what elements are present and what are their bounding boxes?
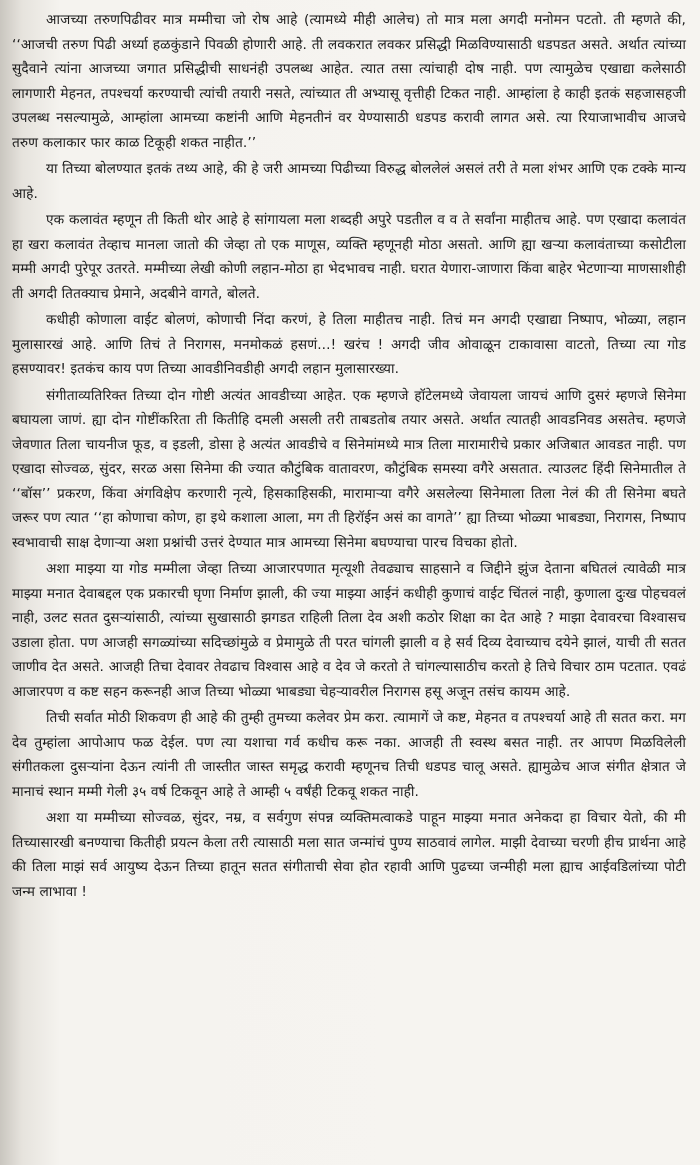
paragraph-3: एक कलावंत म्हणून ती किती थोर आहे हे सांगायला मला शब्दही अपुरे पडतील व व ते सर्वांना माहीतच आहे. पण एखादा कलावंत हा खरा कलावंत तेव्हाच मानला जातो की जेव्हा तो एक माणूस, व्यक्ति म्हणूनही मोठा असतो. आणि ह्या खऱ्या कलावंताच्या कसोटीला मम्मी अगदी पुरेपूर उतरते. मम्मीच्या लेखी कोणी लहान-मोठा हा भेदभावच नाही. घरात येणारा-जाणारा किंवा बाहेर भेटणाऱ्या माणसाशीही ती अगदी तितक्याच प्रेमाने, अदबीने वागते, बोलते.	[12, 212, 686, 302]
paragraph-1: आजच्या तरुणपिढीवर मात्र मम्मीचा जो रोष आहे (त्यामध्ये मीही आलेच) तो मात्र मला अगदी मनोमन पटतो. ती म्हणते की, ‘‘आजची तरुण पिढी अर्ध्या हळकुंडाने पिवळी होणारी आहे. ती लवकरात लवकर प्रसिद्धी मिळविण्यासाठी धडपडत असते. अर्थात त्यांच्या सुदैवाने त्यांना आजच्या जगात प्रसिद्धीची साधनंही उपलब्ध आहेत. त्यात तसा त्यांचाही दोष नाही. पण त्यामुळेच एखाद्या कलेसाठी लागणारी मेहनत, तपश्चर्या करण्याची त्यांची तयारी नसते, त्यांच्यात ती अभ्यासू वृत्तीही टिकत नाही. आम्हांला हे काही इतकं सहजासहजी उपलब्ध नसल्यामुळे, आम्हांला आमच्या कष्टांनी आणि मेहनतीनं वर येण्यासाठी धडपड करावी लागत असे. त्या रियाजाभावीच आजचे तरुण कलाकार फार काळ टिकूही शकत नाहीत.’’	[12, 12, 686, 151]
paragraph-8: अशा या मम्मीच्या सोज्वळ, सुंदर, नम्र, व सर्वगुण संपन्न व्यक्तिमत्वाकडे पाहून माझ्या मनात अनेकदा हा विचार येतो, की मी तिच्यासारखी बनण्याचा कितीही प्रयत्न केला तरी त्यासाठी मला सात जन्मांचं पुण्य साठवावं लागेल. माझी देवाच्या चरणी हीच प्रार्थना आहे की तिला माझं सर्व आयुष्य देऊन तिच्या हातून सतत संगीताची सेवा होत रहावी आणि पुढच्या जन्मीही मला ह्याच आईवडिलांच्या पोटी जन्म लाभावा !	[12, 810, 686, 900]
paragraph-2: या तिच्या बोलण्यात इतकं तथ्य आहे, की हे जरी आमच्या पिढीच्या विरुद्ध बोललेलं असलं तरी ते मला शंभर आणि एक टक्के मान्य आहे.	[12, 161, 686, 202]
paragraph-6: अशा माझ्या या गोड मम्मीला जेव्हा तिच्या आजारपणात मृत्यूशी तेवढ्याच साहसाने व जिद्दीने झुंज देताना बघितलं त्यावेळी मात्र माझ्या मनात देवाबद्दल एक प्रकारची घृणा निर्माण झाली, की ज्या माझ्या आईनं कधीही कुणाचं वाईट चिंतलं नाही, कुणाला दुःख पोहचवलं नाही, उलट सतत दुसऱ्यांसाठी, त्यांच्या सुखासाठी झगडत राहिली तिला देव अशी कठोर शिक्षा का देत आहे ? माझा देवावरचा विश्वासच उडाला होता. पण आजही सगळ्यांच्या सदिच्छांमुळे व प्रेमामुळे ती परत चांगली झाली व हे सर्व दिव्य देवाच्याच दयेने झालं, याची ती सतत जाणीव देत असते. आजही तिचा देवावर तेवढाच विश्वास आहे व देव जे करतो ते चांगल्यासाठीच करतो हे तिचे विचार ठाम पटतात. एवढं आजारपण व कष्ट सहन करूनही आज तिच्या भोळ्या भाबड्या चेहऱ्यावरील निरागस हसू अजून तसंच कायम आहे.	[12, 561, 686, 700]
paragraph-7: तिची सर्वात मोठी शिकवण ही आहे की तुम्ही तुमच्या कलेवर प्रेम करा. त्यामागें जे कष्ट, मेहनत व तपश्चर्या आहे ती सतत करा. मग देव तुम्हांला आपोआप फळ देईल. पण त्या यशाचा गर्व कधीच करू नका. आजही ती स्वस्थ बसत नाही. तर आपण मिळविलेली संगीतकला दुसऱ्यांना देऊन त्यांनी ती जास्तीत जास्त समृद्ध करावी म्हणूनच तिची धडपड चालू असते. ह्यामुळेच आज संगीत क्षेत्रात जे मानाचं स्थान मम्मी गेली ३५ वर्ष टिकवून आहे ते आम्ही ५ वर्षंही टिकवू शकत नाही.	[12, 710, 686, 800]
paragraph-4: कधीही कोणाला वाईट बोलणं, कोणाची निंदा करणं, हे तिला माहीतच नाही. तिचं मन अगदी एखाद्या निष्पाप, भोळ्या, लहान मुलासारखं आहे. आणि तिचं ते निरागस, मनमोकळं हसणं...! खरंच ! अगदी जीव ओवाळून टाकावासा वाटतो, तिच्या त्या गोड हसण्यावर! इतकंच काय पण तिच्या आवडीनिवडीही अगदी लहान मुलासारख्या.	[12, 312, 686, 377]
paragraph-5: संगीताव्यतिरिक्त तिच्या दोन गोष्टी अत्यंत आवडीच्या आहेत. एक म्हणजे हॉटेलमध्ये जेवायला जायचं आणि दुसरं म्हणजे सिनेमा बघायला जाणं. ह्या दोन गोष्टींकरिता ती कितीहि दमली असली तरी ताबडतोब तयार असते. अर्थात त्यातही आवडनिवड असतेच. म्हणजे जेवणात तिला चायनीज फूड, व इडली, डोसा हे अत्यंत आवडीचे व सिनेमांमध्ये मात्र तिला मारामारीचे प्रकार अजिबात आवडत नाही. पण एखादा सोज्वळ, सुंदर, सरळ असा सिनेमा की ज्यात कौटुंबिक वातावरण, कौटुंबिक समस्या वगैरे असतात. त्याउलट हिंदी सिनेमातील ते ‘‘बॉस’’ प्रकरण, किंवा अंगविक्षेप करणारी नृत्ये, हिसकाहिसकी, मारामाऱ्या वगैरे असलेल्या सिनेमाला तिला नेलं की ती सिनेमा बघते जरूर पण त्यात ‘‘हा कोणाचा कोण, हा इथे कशाला आला, मग ती हिरॉईन असं का वागते’’ ह्या तिच्या भोळ्या भाबड्या, निरागस, निष्पाप स्वभावाची साक्ष देणाऱ्या अशा प्रश्नांची उत्तरं देण्यात मात्र आमच्या सिनेमा बघण्याचा पारच विचका होतो.	[12, 387, 687, 551]
